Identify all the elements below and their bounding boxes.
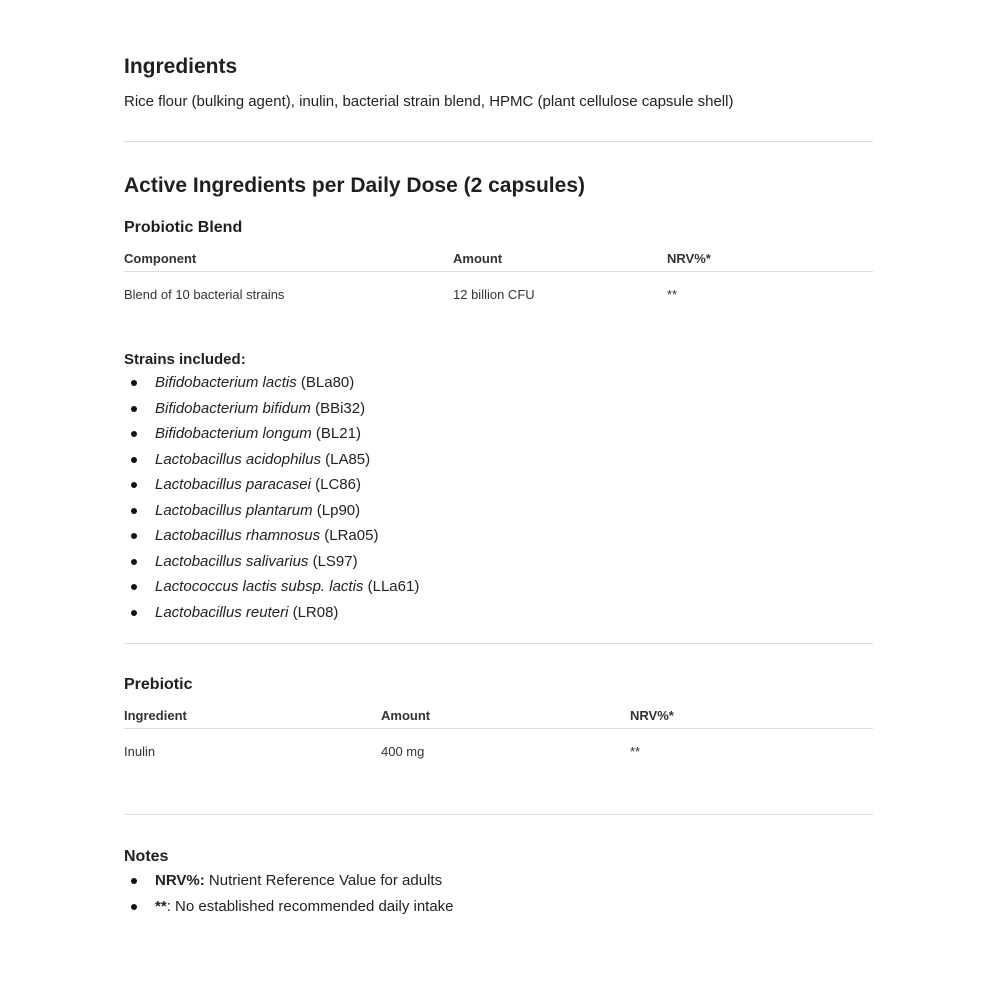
list-item	[124, 868, 873, 894]
strain-code: (LRa05)	[324, 527, 379, 544]
list-item	[124, 498, 873, 524]
content	[124, 52, 873, 919]
probiotic-table	[124, 245, 873, 316]
note-key: NRV%:	[155, 872, 205, 889]
divider	[124, 141, 873, 142]
note-text: : No established recommended daily intake	[166, 897, 454, 915]
strains-list	[124, 370, 873, 625]
strain-name: Bifidobacterium lactis	[155, 374, 297, 391]
strain-name: Lactobacillus acidophilus	[155, 450, 321, 468]
list-item	[124, 370, 873, 396]
divider	[124, 643, 873, 644]
notes-list	[124, 868, 873, 919]
column-header-amount: Amount	[453, 245, 667, 272]
note-text: Nutrient Reference Value for adults	[208, 872, 443, 889]
list-item	[124, 894, 873, 920]
strain-code: (LLa61)	[367, 578, 420, 595]
strain-code: (BLa80)	[300, 374, 355, 391]
strains-heading: Strains included:	[124, 351, 246, 368]
cell-amount: 400 mg	[381, 743, 425, 759]
cell-nrv: **	[630, 743, 641, 759]
note-key: **	[155, 897, 167, 915]
list-item	[124, 421, 873, 447]
strain-code: (BL21)	[315, 425, 361, 442]
prebiotic-heading: Prebiotic	[124, 676, 193, 693]
divider	[124, 814, 873, 815]
column-header-component: Component	[124, 245, 453, 272]
strain-name: Bifidobacterium bifidum	[155, 399, 311, 417]
strain-code: (LR08)	[292, 603, 339, 621]
active-ingredients-heading: Active Ingredients per Daily Dose (2 capsules)	[124, 174, 585, 197]
column-header-ingredient: Ingredient	[124, 702, 381, 729]
ingredients-heading: Ingredients	[124, 55, 238, 78]
strain-name: Lactobacillus rhamnosus	[155, 527, 321, 544]
probiotic-blend-heading: Probiotic Blend	[124, 219, 243, 236]
strain-name: Lactobacillus paracasei	[155, 476, 311, 493]
table-row	[124, 272, 873, 317]
column-header-amount: Amount	[381, 702, 630, 729]
list-item	[124, 549, 873, 575]
strain-code: (Lp90)	[316, 501, 361, 519]
column-header-nrv: NRV%*	[630, 702, 873, 729]
strain-name: Bifidobacterium longum	[155, 425, 312, 442]
strain-code: (LA85)	[325, 450, 371, 468]
strain-name: Lactobacillus salivarius	[155, 552, 309, 570]
list-item	[124, 523, 873, 549]
ingredients-text: Rice flour (bulking agent), inulin, bacterial strain blend, HPMC (plant cellulose capsule shell)	[124, 93, 734, 110]
list-item	[124, 600, 873, 626]
list-item	[124, 447, 873, 473]
strain-code: (LC86)	[315, 476, 361, 493]
cell-ingredient: Inulin	[124, 743, 156, 759]
strain-code: (BBi32)	[315, 399, 366, 417]
list-item	[124, 396, 873, 422]
column-header-nrv: NRV%*	[667, 245, 873, 272]
table-row	[124, 729, 873, 774]
cell-component: Blend of 10 bacterial strains	[124, 286, 285, 302]
cell-nrv: **	[667, 286, 678, 302]
prebiotic-table	[124, 702, 873, 773]
notes-heading: Notes	[124, 848, 169, 865]
table-header-row	[124, 245, 873, 272]
strain-name: Lactobacillus plantarum	[155, 501, 313, 519]
list-item	[124, 574, 873, 600]
cell-amount: 12 billion CFU	[453, 286, 535, 302]
strain-name: Lactococcus lactis subsp. lactis	[155, 578, 364, 595]
strain-code: (LS97)	[312, 552, 358, 570]
strain-name: Lactobacillus reuteri	[155, 603, 289, 621]
table-header-row	[124, 702, 873, 729]
list-item	[124, 472, 873, 498]
